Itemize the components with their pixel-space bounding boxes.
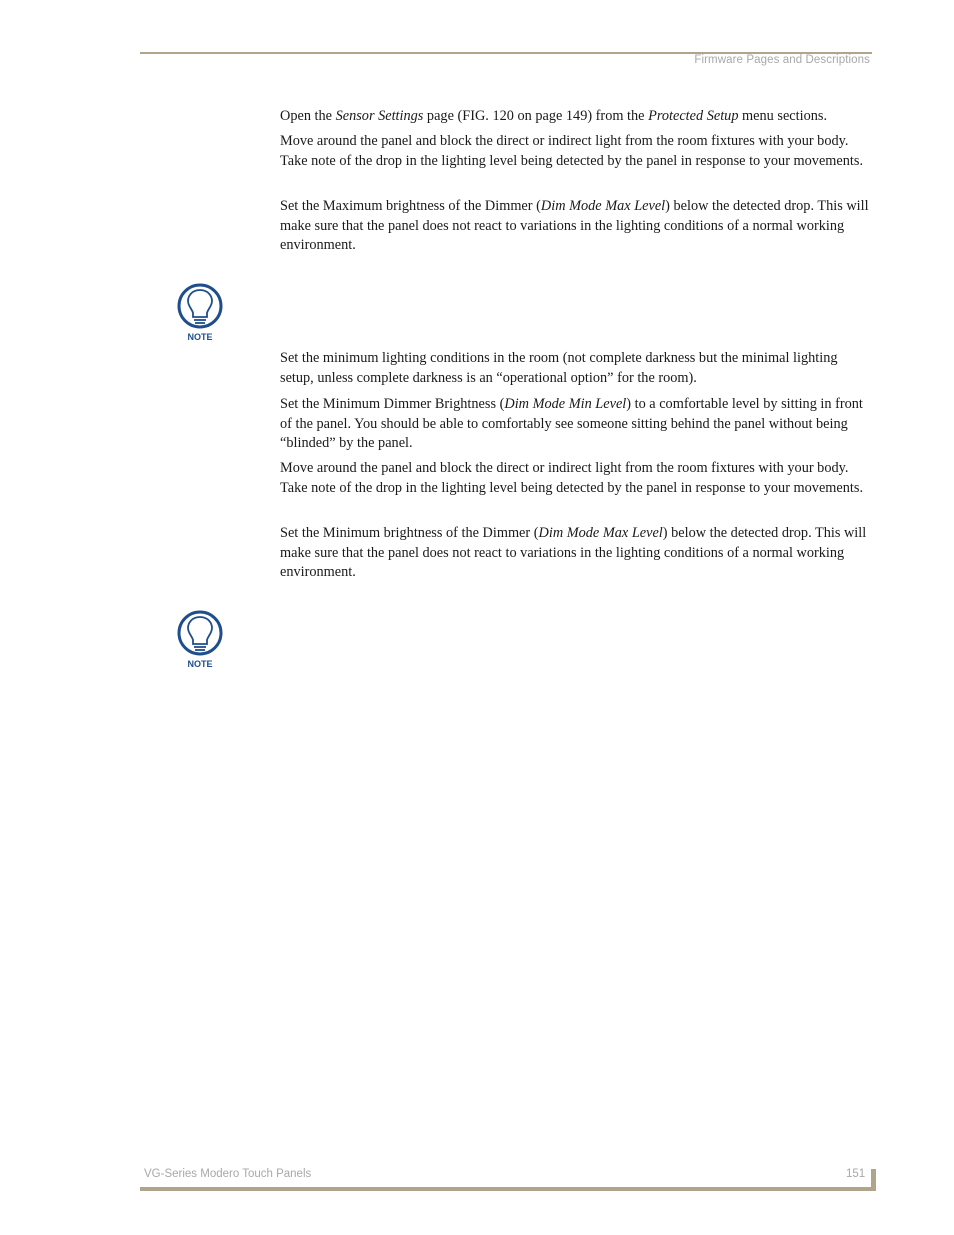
text-run: ) below the detected drop. This will make sure that the panel does not react to variations in the lighting conditions of a normal working environment. [280,525,867,580]
step-set-min-lighting [280,349,872,388]
step-block-light-2 [280,459,872,498]
text-run: page (FIG. 120 on page 149) from the [423,108,649,124]
text-run: Set the Minimum Dimmer Brightness ( [280,396,505,412]
ui-term: Dim Mode Max Level [538,525,663,541]
text-run: Set the Minimum brightness of the Dimmer ( [280,525,539,541]
step-block-light [280,132,872,171]
text-run: Open the [280,108,336,124]
ui-term: Dim Mode Max Level [540,198,666,214]
text-run: menu sections. [738,108,828,124]
text-run: Move around the panel and block the direct or indirect light from the room fixtures with your body. Take note of the drop in the lighting level being detected by the panel in response to your movements. [280,133,864,169]
text-run: Set the Maximum brightness of the Dimmer ( [280,198,541,214]
note-label: NOTE [187,659,213,669]
text-run: Move around the panel and block the direct or indirect light from the room fixtures with your body. Take note of the drop in the lighting level being detected by the panel in response to your movements. [280,460,864,496]
lightbulb-note-icon [176,609,224,671]
text-run: Set the minimum lighting conditions in the room (not complete darkness but the minimal lighting setup, unless complete darkness is an “operational option” for the room). [280,350,838,386]
note-label: NOTE [187,332,213,342]
running-header: Firmware Pages and Descriptions [694,54,870,66]
lightbulb-note-icon [176,282,224,344]
step-set-min-dimmer [280,524,872,583]
text-run: ) to a comfortable level by sitting in front of the panel. You should be able to comfortably see someone sitting behind the panel without being “blinded” by the panel. [280,396,863,451]
note-icon [176,609,224,671]
step-set-max-brightness [280,197,872,256]
step-open-sensor-settings [280,107,872,127]
note-icon [176,282,224,344]
ui-term: Sensor Settings [335,108,424,124]
footer-title: VG-Series Modero Touch Panels [144,1168,312,1180]
ui-term: Protected Setup [648,108,739,124]
page-number: 151 [846,1168,866,1180]
step-set-min-brightness [280,395,872,454]
ui-term: Dim Mode Min Level [504,396,627,412]
footer-rule [140,1187,876,1191]
text-run: ) below the detected drop. This will make sure that the panel does not react to variations in the lighting conditions of a normal working environment. [280,198,869,253]
